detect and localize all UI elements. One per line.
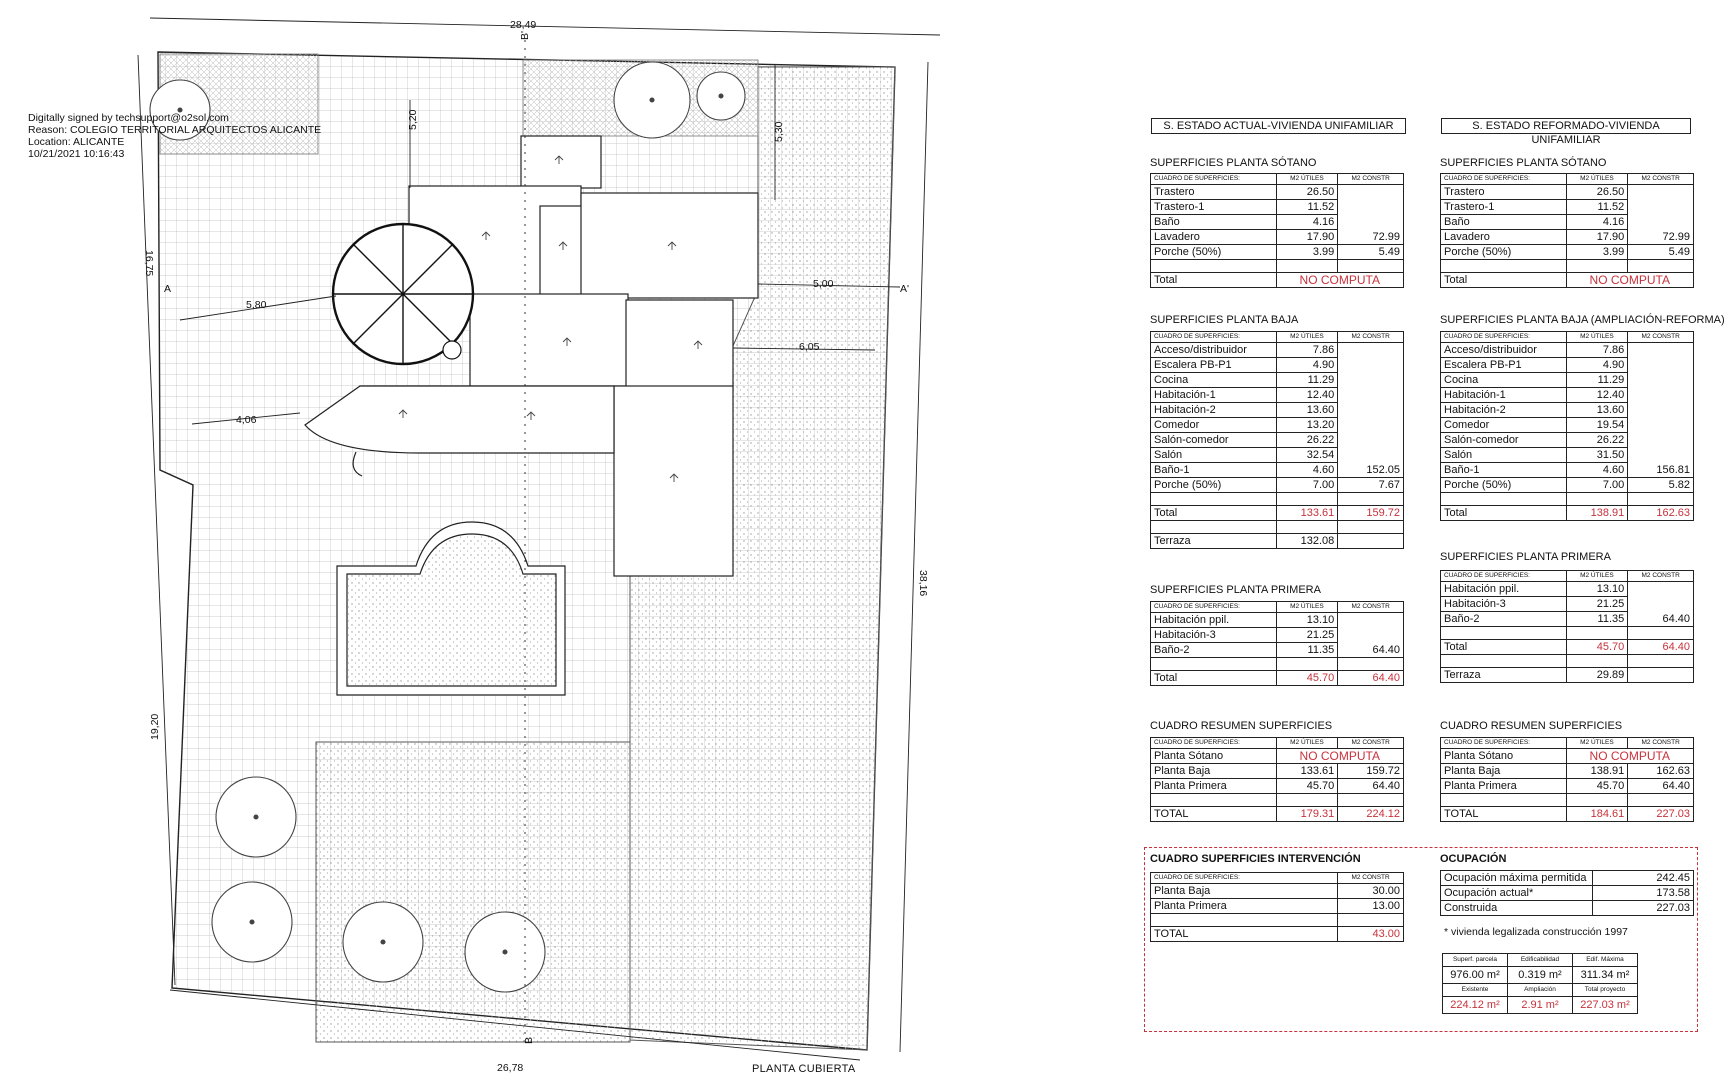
dim-5-30: 5,30 [773, 121, 785, 142]
dim-bottom: 26,78 [497, 1062, 524, 1074]
table-row: Habitación-2 13.60 [1151, 403, 1404, 418]
table-row: Planta Sótano NO COMPUTA [1441, 749, 1694, 764]
table-row: Acceso/distribuidor 7.86 [1441, 343, 1694, 358]
table-total-row: Total NO COMPUTA [1151, 273, 1404, 288]
right-sotano-table: CUADRO DE SUPERFICIES: M2 ÚTILES M2 CONSTR Trastero 26.50 Trastero-1 11.52 Baño 4.16 Lavadero 17.90 72.99 Porche (50%) 3.99 5.49 Total NO COMPUTA [1440, 173, 1694, 288]
table-row: Escalera PB-P1 4.90 [1151, 358, 1404, 373]
table-total-row: TOTAL 43.00 [1151, 927, 1404, 942]
table-row: Trastero 26.50 [1151, 185, 1404, 200]
dim-left-upper: 16,75 [143, 250, 155, 277]
table-row: Baño 4.16 [1441, 215, 1694, 230]
table-row: Baño-2 11.35 64.40 [1441, 612, 1694, 627]
table-total-row: Total 138.91 162.63 [1441, 506, 1694, 521]
drawing-title: PLANTA CUBIERTA [752, 1063, 856, 1075]
section-b-prime: B' [519, 30, 531, 40]
table-total-row: TOTAL 179.31 224.12 [1151, 807, 1404, 822]
table-total-row: Total 133.61 159.72 [1151, 506, 1404, 521]
dim-4-06: 4,06 [236, 414, 257, 426]
intervencion-table: CUADRO DE SUPERFICIES: M2 CONSTR Planta Baja 30.00 Planta Primera 13.00 TOTAL 43.00 [1150, 872, 1404, 942]
right-baja-heading: SUPERFICIES PLANTA BAJA (AMPLIACIÓN-REFORMA) [1440, 314, 1725, 326]
right-sotano-heading: SUPERFICIES PLANTA SÓTANO [1440, 157, 1607, 169]
dim-5-20: 5,20 [407, 109, 419, 130]
table-row: Habitación-1 12.40 [1151, 388, 1404, 403]
left-sotano-heading: SUPERFICIES PLANTA SÓTANO [1150, 157, 1317, 169]
signature-line: Digitally signed by techsupport@o2sol.com [28, 112, 229, 124]
ocupacion-table [1440, 870, 1694, 916]
table-row: Trastero-1 11.52 [1441, 200, 1694, 215]
left-resumen-heading: CUADRO RESUMEN SUPERFICIES [1150, 720, 1333, 732]
left-resumen-table: CUADRO DE SUPERFICIES: M2 ÚTILES M2 CONSTR Planta Sótano NO COMPUTA Planta Baja 133.61 159.72 Planta Primera 45.70 64.40 TOTAL 179.31 224.12 [1150, 737, 1404, 822]
left-primera-table: CUADRO DE SUPERFICIES: M2 ÚTILES M2 CONSTR Habitación ppil. 13.10 Habitación-3 21.25 Baño-2 11.35 64.40 Total 45.70 64.40 [1150, 601, 1404, 686]
dim-left-lower: 19,20 [149, 713, 161, 740]
section-a-prime: A' [900, 283, 910, 295]
right-primera-heading: SUPERFICIES PLANTA PRIMERA [1440, 551, 1611, 563]
circular-stair-tower-icon [333, 224, 473, 364]
table-row: Cocina 11.29 [1151, 373, 1404, 388]
table-row: Ocupación actual* 173.58 [1441, 886, 1694, 901]
table-row: Habitación ppil. 13.10 [1441, 582, 1694, 597]
left-baja-heading: SUPERFICIES PLANTA BAJA [1150, 314, 1299, 326]
table-row: Baño-1 4.60 156.81 [1441, 463, 1694, 478]
right-primera-table: CUADRO DE SUPERFICIES: M2 ÚTILES M2 CONSTR Habitación ppil. 13.10 Habitación-3 21.25 Baño-2 11.35 64.40 Total 45.70 64.40 Terraza 29.89 [1440, 570, 1694, 683]
dim-5-00: 5,00 [813, 278, 834, 290]
table-row: Habitación-3 21.25 [1441, 597, 1694, 612]
table-total-row: TOTAL 184.61 227.03 [1441, 807, 1694, 822]
table-row: Porche (50%) 3.99 5.49 [1151, 245, 1404, 260]
section-b: B [523, 1036, 535, 1044]
table-row: Planta Baja 30.00 [1151, 884, 1404, 899]
section-a: A [164, 283, 172, 295]
table-row: Trastero-1 11.52 [1151, 200, 1404, 215]
table-row: Escalera PB-P1 4.90 [1441, 358, 1694, 373]
params-table: Superf. parcela Edificabilidad Edif. Máxima 976.00 m² 0.319 m² 311.34 m² Existente Ampliación Total proyecto 224.12 m² 2.91 m² 227.03 m² [1442, 953, 1638, 1014]
table-header: M2 ÚTILES [1276, 174, 1338, 185]
table-total-row: Total NO COMPUTA [1441, 273, 1694, 288]
table-row: Salón-comedor 26.22 [1441, 433, 1694, 448]
table-row: Planta Baja 133.61 159.72 [1151, 764, 1404, 779]
dim-5-80: 5,80 [246, 299, 267, 311]
table-row: Planta Sótano NO COMPUTA [1151, 749, 1404, 764]
table-row: Trastero 26.50 [1441, 185, 1694, 200]
table-row: Habitación-2 13.60 [1441, 403, 1694, 418]
right-title-box: S. ESTADO REFORMADO-VIVIENDA UNIFAMILIAR [1441, 118, 1691, 134]
table-header: CUADRO DE SUPERFICIES: [1151, 174, 1277, 185]
right-resumen-heading: CUADRO RESUMEN SUPERFICIES [1440, 720, 1623, 732]
table-row: Cocina 11.29 [1441, 373, 1694, 388]
table-header: M2 CONSTR [1338, 174, 1404, 185]
table-row: Baño-1 4.60 152.05 [1151, 463, 1404, 478]
left-baja-table: CUADRO DE SUPERFICIES: M2 ÚTILES M2 CONSTR Acceso/distribuidor 7.86 Escalera PB-P1 4.90 Cocina 11.29 Habitación-1 12.40 Habitación-2 13.60 Comedor 13.20 Salón-comedor 26.22 Salón 32.54 Baño-1 4.60 152.05 Porche (50%) 7.00 7.67 Total 133.61 159.72 Terraza 132.08 [1150, 331, 1404, 549]
signature-line: Location: ALICANTE [28, 136, 125, 148]
table-row: Habitación-3 21.25 [1151, 628, 1404, 643]
digital-signature [28, 112, 321, 160]
ocupacion-heading: OCUPACIÓN [1440, 853, 1507, 865]
table-row: Planta Primera 45.70 64.40 [1441, 779, 1694, 794]
table-row: Planta Primera 45.70 64.40 [1151, 779, 1404, 794]
table-row: Habitación-1 12.40 [1441, 388, 1694, 403]
table-row: Lavadero 17.90 72.99 [1441, 230, 1694, 245]
dim-right: 38,16 [917, 570, 929, 597]
table-row: Salón-comedor 26.22 [1151, 433, 1404, 448]
dim-6-05: 6,05 [799, 341, 820, 353]
ocupacion-footnote: * vivienda legalizada construcción 1997 [1444, 926, 1628, 938]
table-total-row: Total 45.70 64.40 [1441, 640, 1694, 655]
table-row: Habitación ppil. 13.10 [1151, 613, 1404, 628]
right-baja-table: CUADRO DE SUPERFICIES: M2 ÚTILES M2 CONSTR Acceso/distribuidor 7.86 Escalera PB-P1 4.90 Cocina 11.29 Habitación-1 12.40 Habitación-2 13.60 Comedor 19.54 Salón-comedor 26.22 Salón 31.50 Baño-1 4.60 156.81 Porche (50%) 7.00 5.82 Total 138.91 162.63 [1440, 331, 1694, 521]
table-row: Planta Primera 13.00 [1151, 899, 1404, 914]
table-row: Terraza 132.08 [1151, 534, 1404, 549]
signature-line: Reason: COLEGIO TERRITORIAL ARQUITECTOS ALICANTE [28, 124, 322, 136]
table-row: Comedor 19.54 [1441, 418, 1694, 433]
table-total-row: Total 45.70 64.40 [1151, 671, 1404, 686]
table-row: Ocupación máxima permitida 242.45 [1441, 871, 1694, 886]
table-row: Planta Baja 138.91 162.63 [1441, 764, 1694, 779]
left-primera-heading: SUPERFICIES PLANTA PRIMERA [1150, 584, 1321, 596]
left-title-box: S. ESTADO ACTUAL-VIVIENDA UNIFAMILIAR [1151, 118, 1406, 134]
table-row: Porche (50%) 7.00 7.67 [1151, 478, 1404, 493]
dim-top: 28,49 [510, 19, 537, 31]
right-resumen-table: CUADRO DE SUPERFICIES: M2 ÚTILES M2 CONSTR Planta Sótano NO COMPUTA Planta Baja 138.91 162.63 Planta Primera 45.70 64.40 TOTAL 184.61 227.03 [1440, 737, 1694, 822]
table-row: Lavadero 17.90 72.99 [1151, 230, 1404, 245]
intervencion-heading: CUADRO SUPERFICIES INTERVENCIÓN [1150, 853, 1361, 865]
table-row: Terraza 29.89 [1441, 668, 1694, 683]
table-row: Salón 31.50 [1441, 448, 1694, 463]
table-row: Porche (50%) 7.00 5.82 [1441, 478, 1694, 493]
table-row: Porche (50%) 3.99 5.49 [1441, 245, 1694, 260]
table-row: Comedor 13.20 [1151, 418, 1404, 433]
table-row: Construida 227.03 [1441, 901, 1694, 916]
table-row: Baño 4.16 [1151, 215, 1404, 230]
signature-line: 10/21/2021 10:16:43 [28, 148, 125, 160]
table-row: Salón 32.54 [1151, 448, 1404, 463]
table-row: Acceso/distribuidor 7.86 [1151, 343, 1404, 358]
left-sotano-table [1150, 173, 1404, 288]
table-row: Baño-2 11.35 64.40 [1151, 643, 1404, 658]
